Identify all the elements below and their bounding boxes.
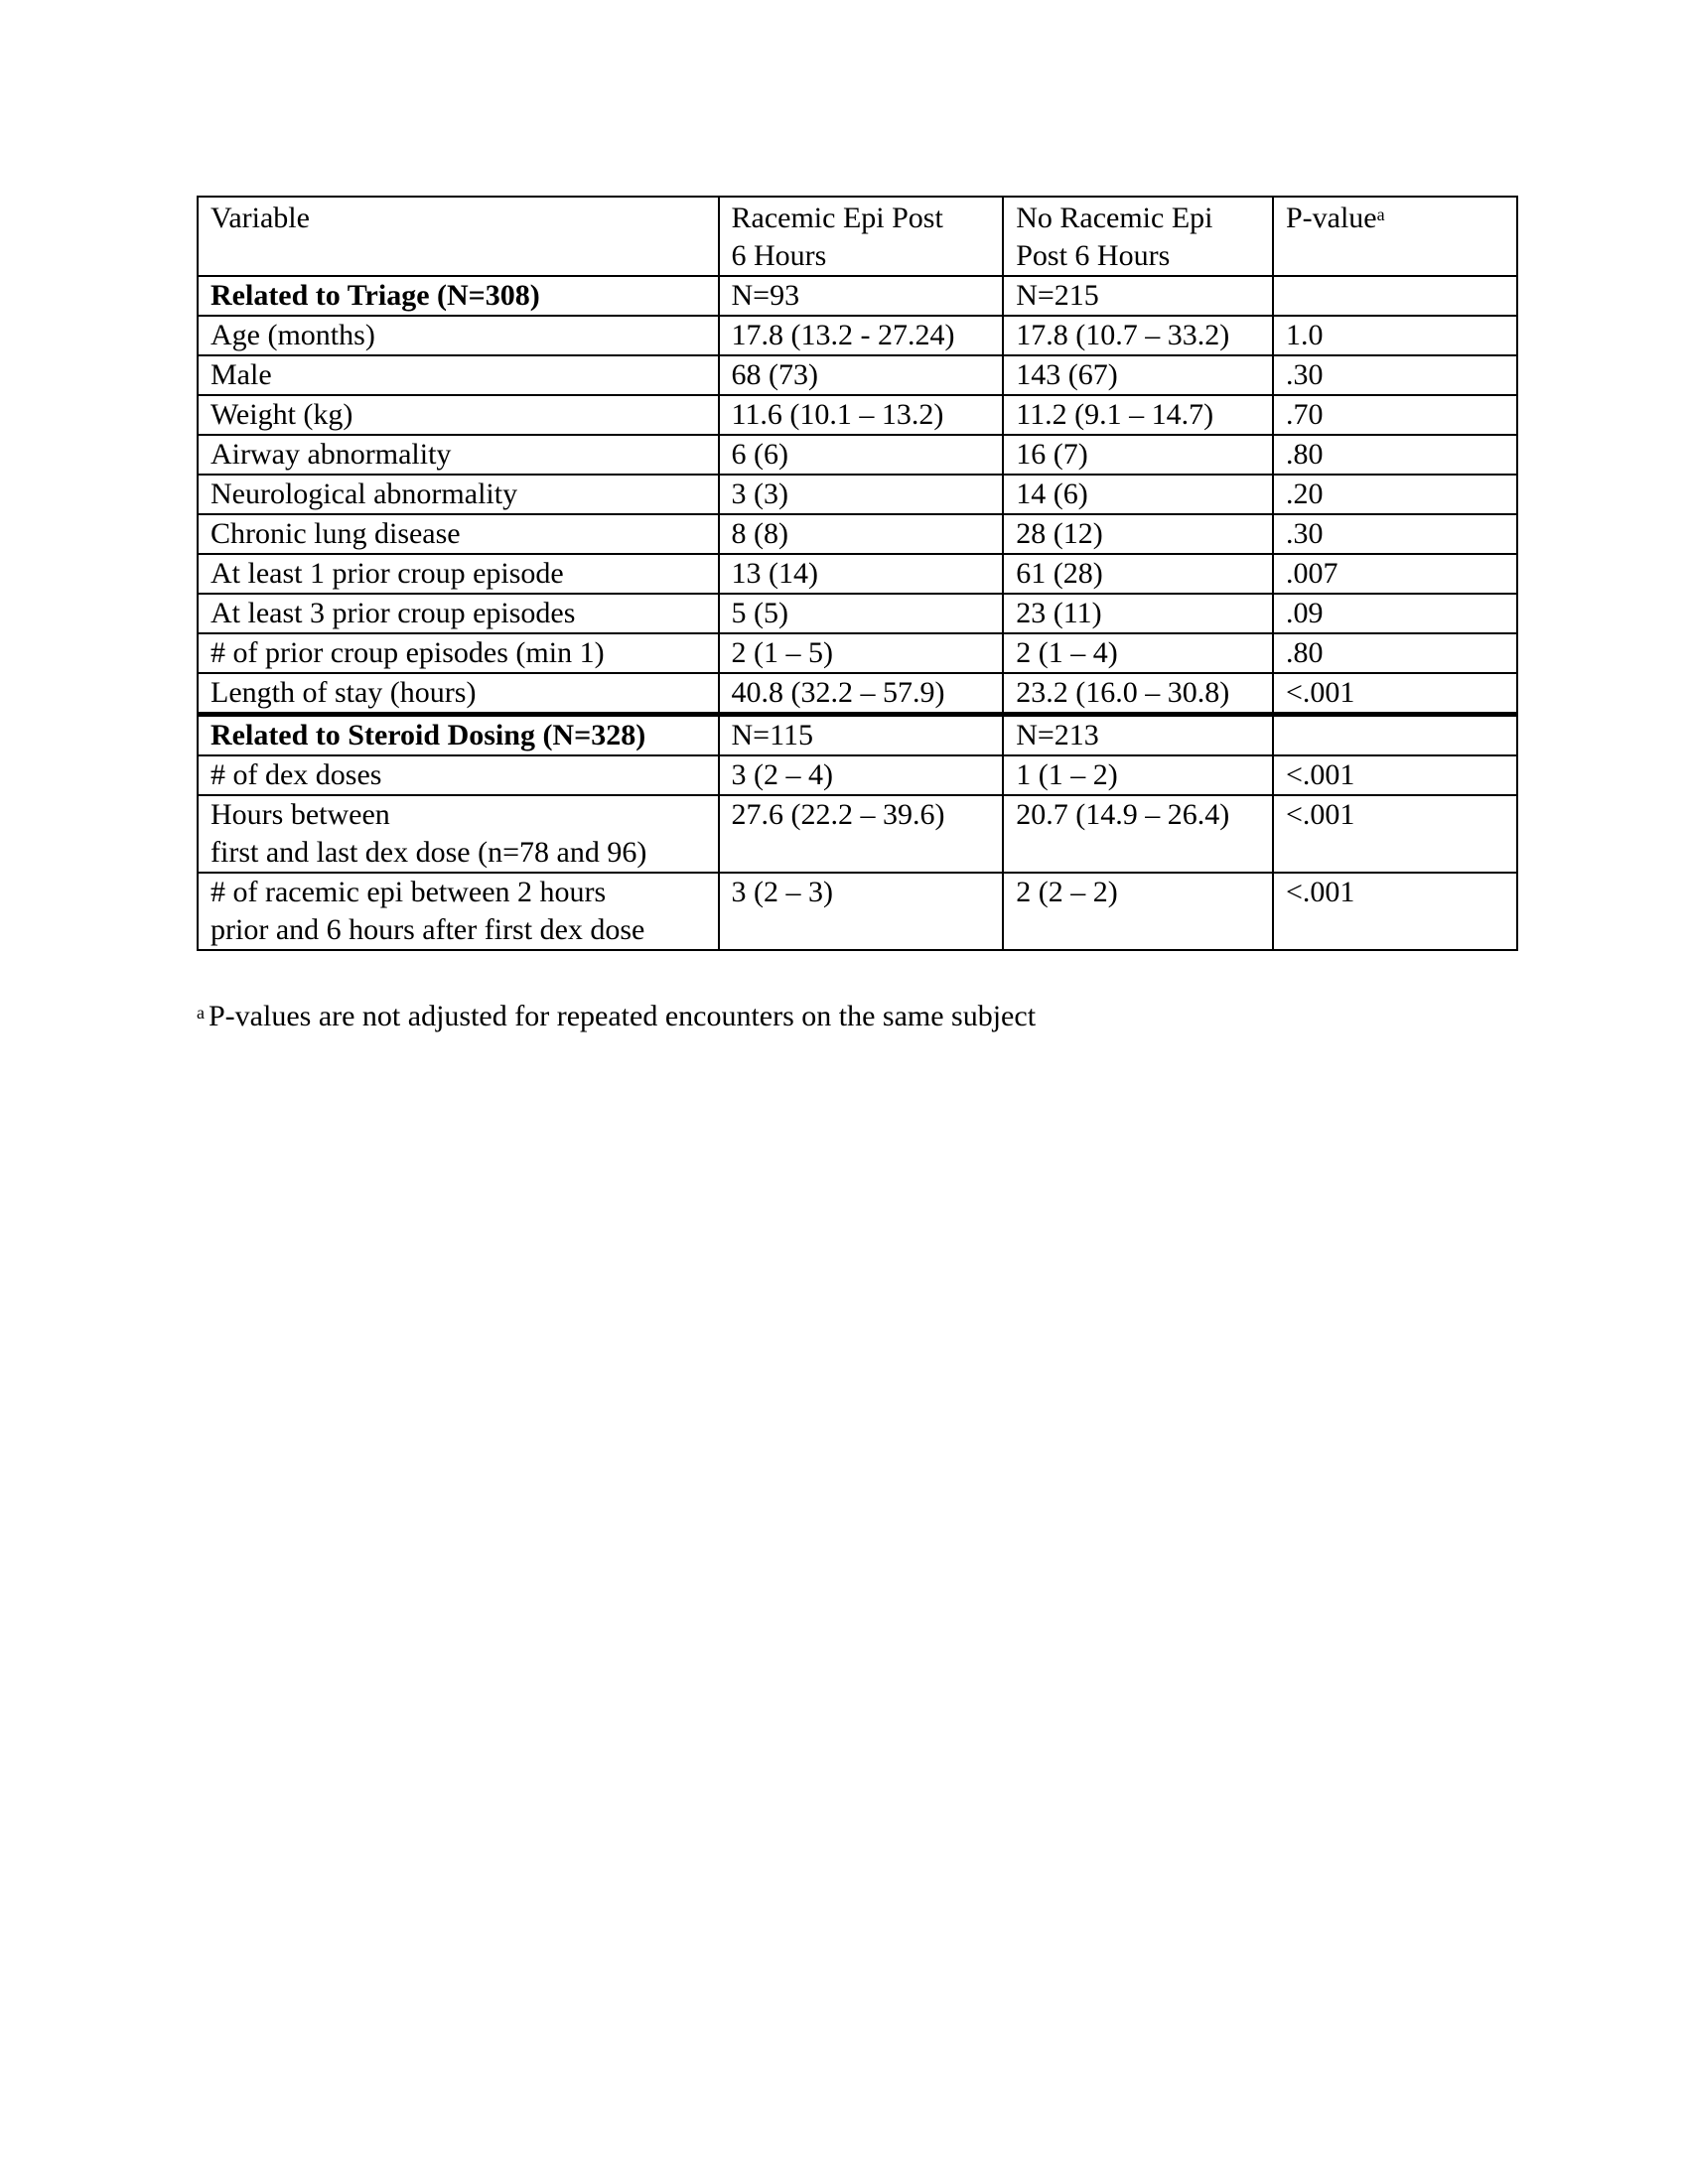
section-n-racemic: N=115: [719, 715, 1004, 756]
cell-racemic: 8 (8): [719, 514, 1004, 554]
cell-variable: At least 1 prior croup episode: [198, 554, 719, 594]
table-row: [198, 435, 1517, 475]
results-table-body: [198, 197, 1517, 316]
section-n-no-racemic: N=213: [1003, 715, 1273, 756]
section-pvalue-empty: [1273, 276, 1517, 316]
cell-pvalue: .30: [1273, 355, 1517, 395]
cell-racemic: 17.8 (13.2 - 27.24): [719, 316, 1004, 355]
cell-pvalue: .09: [1273, 594, 1517, 633]
header-pvalue: P-value$^a$: [1273, 197, 1517, 276]
cell-variable: Weight (kg): [198, 395, 719, 435]
cell-variable: [198, 795, 719, 873]
cell-variable-line2: first and last dex dose (n=78 and 96): [211, 836, 647, 869]
footnote-marker: a: [1376, 205, 1385, 224]
cell-no-racemic: 2 (1 – 4): [1003, 633, 1273, 673]
cell-pvalue: .80: [1273, 435, 1517, 475]
cell-pvalue: .80: [1273, 633, 1517, 673]
cell-no-racemic: 16 (7): [1003, 435, 1273, 475]
cell-no-racemic: 2 (2 – 2): [1003, 873, 1273, 950]
section-row-triage: [198, 276, 1517, 316]
header-no-racemic-line2: Post 6 Hours: [1016, 239, 1171, 272]
cell-variable: Airway abnormality: [198, 435, 719, 475]
cell-variable: Age (months): [198, 316, 719, 355]
cell-pvalue: <.001: [1273, 873, 1517, 950]
triage-rows: [198, 316, 1517, 715]
footnote-text: P-values are not adjusted for repeated encounters on the same subject: [209, 1000, 1037, 1032]
footnote-mark: a: [197, 1003, 205, 1023]
footnote: [197, 998, 1036, 1035]
header-variable: Variable: [198, 197, 719, 276]
table-row: [198, 554, 1517, 594]
cell-racemic: 5 (5): [719, 594, 1004, 633]
cell-no-racemic: 11.2 (9.1 – 14.7): [1003, 395, 1273, 435]
table-row: [198, 355, 1517, 395]
table-row: [198, 873, 1517, 950]
cell-variable: # of dex doses: [198, 755, 719, 795]
cell-variable: At least 3 prior croup episodes: [198, 594, 719, 633]
steroid-rows: [198, 755, 1517, 950]
section-n-racemic: N=93: [719, 276, 1004, 316]
cell-no-racemic: 23 (11): [1003, 594, 1273, 633]
header-row: [198, 197, 1517, 276]
table-row: [198, 316, 1517, 355]
cell-variable: Chronic lung disease: [198, 514, 719, 554]
cell-racemic: 2 (1 – 5): [719, 633, 1004, 673]
section-row-steroid: [198, 715, 1517, 756]
table-row: [198, 633, 1517, 673]
table-row: [198, 755, 1517, 795]
cell-racemic: 68 (73): [719, 355, 1004, 395]
cell-variable: Length of stay (hours): [198, 673, 719, 715]
cell-pvalue: 1.0: [1273, 316, 1517, 355]
cell-no-racemic: 14 (6): [1003, 475, 1273, 514]
cell-pvalue: <.001: [1273, 755, 1517, 795]
results-table: [197, 196, 1518, 951]
section-label-triage: Related to Triage (N=308): [198, 276, 719, 316]
header-no-racemic-line1: No Racemic Epi: [1016, 202, 1213, 234]
cell-variable: # of prior croup episodes (min 1): [198, 633, 719, 673]
cell-no-racemic: 61 (28): [1003, 554, 1273, 594]
steroid-section: [198, 715, 1517, 756]
cell-pvalue: .20: [1273, 475, 1517, 514]
cell-racemic: 3 (2 – 4): [719, 755, 1004, 795]
section-pvalue-empty: [1273, 715, 1517, 756]
header-racemic-epi: [719, 197, 1004, 276]
cell-racemic: 3 (3): [719, 475, 1004, 514]
table-row: [198, 514, 1517, 554]
table-row: [198, 673, 1517, 715]
cell-racemic: 27.6 (22.2 – 39.6): [719, 795, 1004, 873]
header-racemic-line2: 6 Hours: [731, 239, 827, 272]
cell-pvalue: .70: [1273, 395, 1517, 435]
cell-no-racemic: 23.2 (16.0 – 30.8): [1003, 673, 1273, 715]
cell-pvalue: <.001: [1273, 673, 1517, 715]
cell-racemic: 40.8 (32.2 – 57.9): [719, 673, 1004, 715]
section-label-steroid: Related to Steroid Dosing (N=328): [198, 715, 719, 756]
cell-variable-line2: prior and 6 hours after first dex dose: [211, 913, 645, 946]
cell-racemic: 6 (6): [719, 435, 1004, 475]
cell-no-racemic: 143 (67): [1003, 355, 1273, 395]
table-row: [198, 475, 1517, 514]
table-row: [198, 395, 1517, 435]
cell-variable-line1: # of racemic epi between 2 hours: [211, 876, 607, 908]
table-row: [198, 795, 1517, 873]
cell-variable: Neurological abnormality: [198, 475, 719, 514]
cell-racemic: 11.6 (10.1 – 13.2): [719, 395, 1004, 435]
cell-variable-line1: Hours between: [211, 798, 390, 831]
cell-no-racemic: 28 (12): [1003, 514, 1273, 554]
cell-pvalue: .007: [1273, 554, 1517, 594]
cell-no-racemic: 1 (1 – 2): [1003, 755, 1273, 795]
cell-pvalue: .30: [1273, 514, 1517, 554]
header-racemic-line1: Racemic Epi Post: [731, 202, 943, 234]
cell-no-racemic: 17.8 (10.7 – 33.2): [1003, 316, 1273, 355]
table-row: [198, 594, 1517, 633]
cell-no-racemic: 20.7 (14.9 – 26.4): [1003, 795, 1273, 873]
header-no-racemic-epi: [1003, 197, 1273, 276]
section-n-no-racemic: N=215: [1003, 276, 1273, 316]
cell-racemic: 3 (2 – 3): [719, 873, 1004, 950]
cell-variable: Male: [198, 355, 719, 395]
cell-pvalue: <.001: [1273, 795, 1517, 873]
cell-variable: [198, 873, 719, 950]
cell-racemic: 13 (14): [719, 554, 1004, 594]
